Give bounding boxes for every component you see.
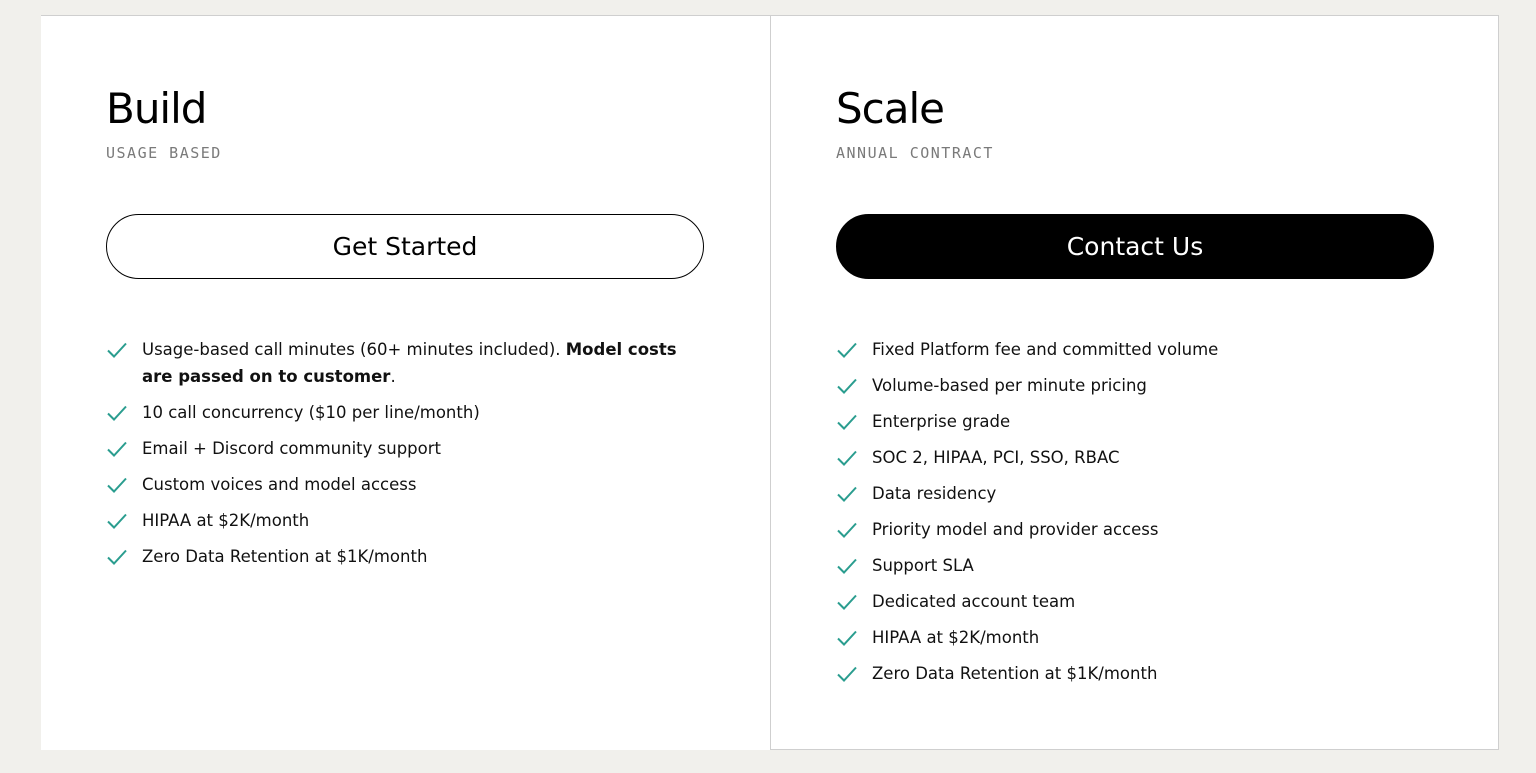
check-icon <box>106 399 130 426</box>
feature-text: Fixed Platform fee and committed volume <box>872 340 1219 359</box>
plan-title: Scale <box>836 84 944 133</box>
feature-text: Email + Discord community support <box>142 439 441 458</box>
feature-item <box>836 588 1436 615</box>
feature-item <box>836 372 1436 399</box>
plan-build <box>41 15 770 750</box>
feature-text: HIPAA at $2K/month <box>872 628 1040 647</box>
feature-item <box>836 444 1436 471</box>
contact-us-button[interactable]: Contact Us <box>836 214 1434 279</box>
feature-item <box>106 507 706 534</box>
check-icon <box>836 588 860 615</box>
feature-item <box>836 660 1436 687</box>
feature-text: 10 call concurrency ($10 per line/month) <box>142 403 480 422</box>
check-icon <box>836 408 860 435</box>
feature-text: Usage-based call minutes (60+ minutes included). Model costs are passed on to customer. <box>142 340 677 386</box>
feature-text: HIPAA at $2K/month <box>142 511 310 530</box>
feature-text: Dedicated account team <box>872 592 1076 611</box>
feature-list <box>836 336 1436 696</box>
check-icon <box>106 435 130 462</box>
check-icon <box>836 552 860 579</box>
check-icon <box>106 543 130 570</box>
feature-item <box>836 336 1436 363</box>
check-icon <box>836 516 860 543</box>
feature-item <box>106 543 706 570</box>
feature-item <box>106 471 706 498</box>
check-icon <box>836 444 860 471</box>
plan-subtitle: USAGE BASED <box>106 144 222 162</box>
feature-text: Enterprise grade <box>872 412 1011 431</box>
check-icon <box>106 507 130 534</box>
check-icon <box>106 471 130 498</box>
feature-item <box>836 624 1436 651</box>
feature-text: Support SLA <box>872 556 974 575</box>
feature-item <box>106 435 706 462</box>
pricing-section <box>41 15 1499 750</box>
check-icon <box>836 480 860 507</box>
feature-text: Data residency <box>872 484 997 503</box>
check-icon <box>836 336 860 363</box>
plan-scale <box>770 15 1499 750</box>
check-icon <box>836 660 860 687</box>
check-icon <box>836 372 860 399</box>
feature-item <box>836 480 1436 507</box>
plan-title: Build <box>106 84 207 133</box>
feature-text: Custom voices and model access <box>142 475 417 494</box>
feature-text: Volume-based per minute pricing <box>872 376 1147 395</box>
feature-item <box>106 336 706 390</box>
check-icon <box>106 336 130 363</box>
plan-subtitle: ANNUAL CONTRACT <box>836 144 994 162</box>
feature-item <box>836 552 1436 579</box>
feature-text: Zero Data Retention at $1K/month <box>872 664 1158 683</box>
feature-item <box>836 408 1436 435</box>
feature-item <box>106 399 706 426</box>
feature-text: SOC 2, HIPAA, PCI, SSO, RBAC <box>872 448 1120 467</box>
feature-item <box>836 516 1436 543</box>
feature-text: Priority model and provider access <box>872 520 1159 539</box>
feature-text: Zero Data Retention at $1K/month <box>142 547 428 566</box>
feature-list <box>106 336 706 579</box>
check-icon <box>836 624 860 651</box>
get-started-button[interactable]: Get Started <box>106 214 704 279</box>
